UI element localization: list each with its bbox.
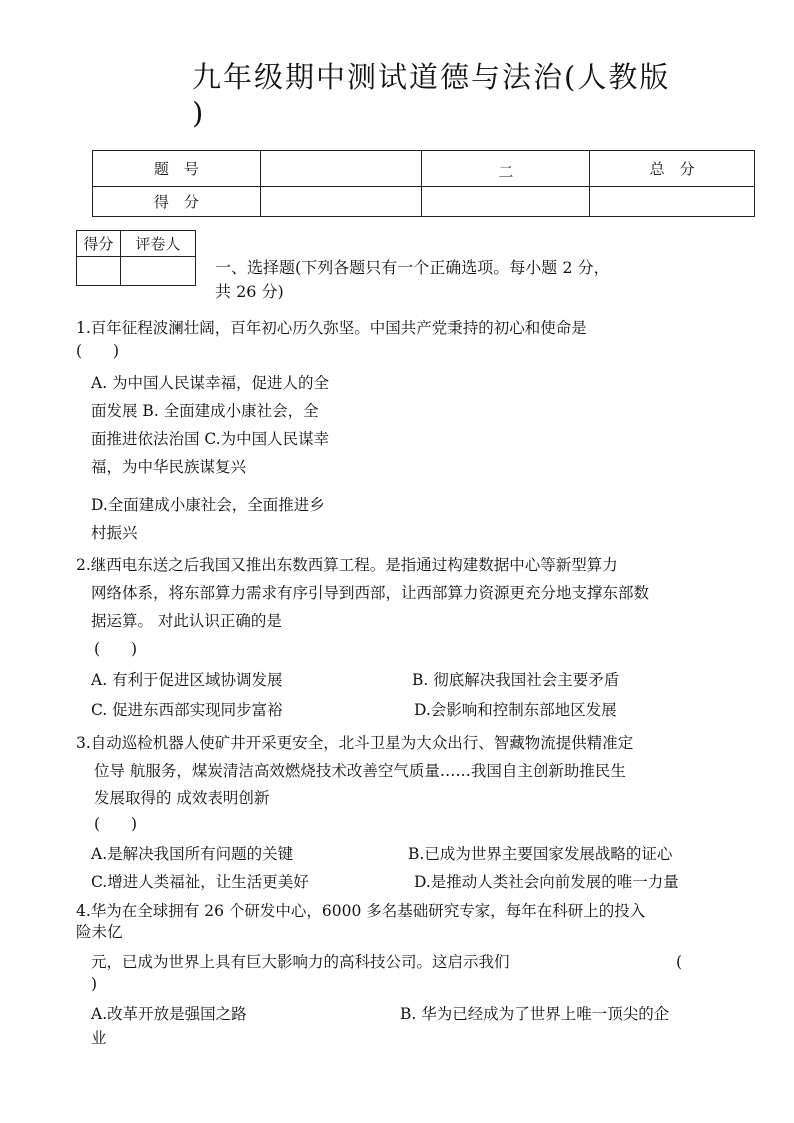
grader-score-cell — [77, 257, 121, 286]
question-2-stem-line: 2.继西电东送之后我国又推出东数西算工程。是指通过构建数据中心等新型算力 — [76, 556, 618, 574]
question-3-stem-line: 位导 航服务，煤炭清洁高效燃烧技术改善空气质量……我国自主创新助推民生 — [94, 762, 626, 780]
question-1-option-line: 面发展 B. 全面建成小康社会，全 — [91, 402, 319, 420]
section-heading: 一、选择题(下列各题只有一个正确选项。每小题 2 分， — [215, 258, 610, 277]
question-4-stem-line: 4.华为在全球拥有 26 个研发中心，6000 多名基础研究专家，每年在科研上的投入 — [76, 902, 646, 920]
grader-name-label: 评卷人 — [120, 231, 195, 257]
score-table-cell: 题 号 — [93, 151, 261, 187]
score-table-cell — [260, 151, 422, 187]
score-table-cell: 得 分 — [93, 187, 261, 217]
question-4-answer-paren-close: ) — [91, 975, 98, 993]
question-3-option-d: D.是推动人类社会向前发展的唯一力量 — [414, 873, 679, 891]
question-2-stem-line: 据运算。 对此认识正确的是 — [91, 612, 282, 630]
grader-box — [76, 230, 196, 286]
question-3-option-b: B.已成为世界主要国家发展战略的证心 — [408, 845, 673, 863]
score-table-cell — [260, 187, 422, 217]
grader-name-cell — [120, 257, 195, 286]
question-1-option-d: D.全面建成小康社会，全面推进乡 — [91, 496, 325, 514]
question-4-stem-line: 险未亿 — [76, 923, 123, 941]
question-1-option-line: A. 为中国人民谋幸福，促进人的全 — [91, 374, 330, 392]
question-1-stem: 1.百年征程波澜壮阔，百年初心历久弥坚。中国共产党秉持的初心和使命是 — [76, 319, 587, 337]
question-1-option-line: 面推进依法治国 C.为中国人民谋幸 — [91, 430, 330, 448]
question-4-stem-line: 元，已成为世界上具有巨大影响力的高科技公司。这启示我们 — [91, 953, 510, 971]
question-1-option-d-continued: 村振兴 — [91, 524, 138, 542]
question-4-option-b: B. 华为已经成为了世界上唯一顶尖的企 — [400, 1005, 670, 1023]
question-2-answer-paren: ( ) — [94, 640, 138, 658]
score-table — [92, 150, 755, 217]
grader-score-label: 得分 — [77, 231, 121, 257]
question-4-answer-paren-open: ( — [676, 953, 683, 971]
question-3-stem-line: 发展取得的 成效表明创新 — [94, 789, 270, 807]
question-3-stem-line: 3.自动巡检机器人使矿井开采更安全，北斗卫星为大众出行、智藏物流提供精准定 — [76, 734, 634, 752]
question-2-option-d: D.会影响和控制东部地区发展 — [414, 701, 617, 719]
question-1-answer-paren: ( ) — [76, 342, 120, 360]
page-title-continued: ) — [192, 96, 206, 130]
page-title: 九年级期中测试道德与法治(人教版 — [192, 60, 671, 94]
question-4-option-b-continued: 业 — [91, 1029, 107, 1047]
question-1-option-line: 福，为中华民族谋复兴 — [91, 458, 247, 476]
question-2-option-c: C. 促进东西部实现同步富裕 — [91, 701, 283, 719]
question-3-answer-paren: ( ) — [94, 815, 138, 833]
question-2-stem-line: 网络体系，将东部算力需求有序引导到西部，让西部算力资源更充分地支撑东部数 — [91, 584, 650, 602]
question-2-option-a: A. 有利于促进区域协调发展 — [91, 671, 283, 689]
question-2-option-b: B. 彻底解决我国社会主要矛盾 — [412, 671, 620, 689]
score-table-cell: 二 — [422, 151, 590, 187]
score-table-cell — [422, 187, 590, 217]
question-4-option-a: A.改革开放是强国之路 — [91, 1005, 247, 1023]
section-heading-continued: 共 26 分) — [215, 282, 284, 301]
score-table-cell — [590, 187, 755, 217]
score-table-cell: 总 分 — [590, 151, 755, 187]
score-table-row — [93, 187, 755, 217]
question-3-option-a: A.是解决我国所有问题的关键 — [91, 845, 294, 863]
question-3-option-c: C.增进人类福祉，让生活更美好 — [91, 873, 309, 891]
score-table-row — [93, 151, 755, 187]
